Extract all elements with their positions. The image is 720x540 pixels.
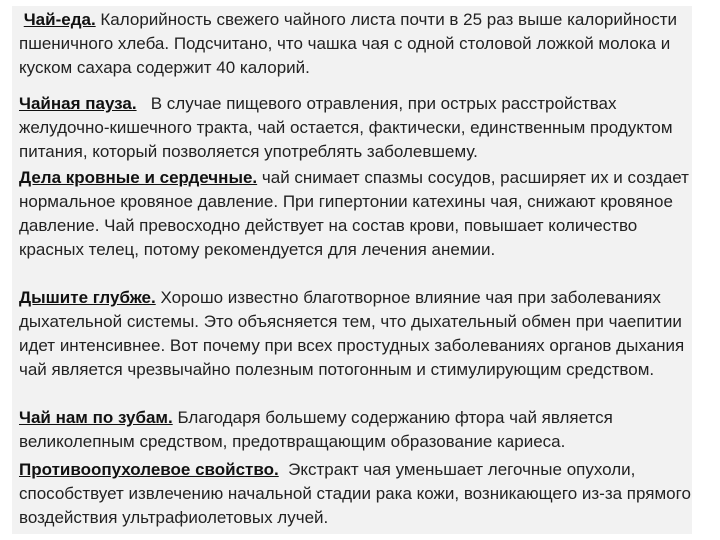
paragraph-tea-pause [19,92,691,164]
paragraph-antitumor [19,458,691,530]
paragraph-body: В случае пищевого отравления, при острых расстройствах желудочно-кишечного тракта, чай остается, фактически, единственным продуктом питания, который позволяется употреблять заболевшему. [19,94,673,161]
paragraph-body: Калорийность свежего чайного листа почти в 25 раз выше калорийности пшеничного хлеба. Подсчитано, что чашка чая с одной столовой ложкой молока и куском сахара содержит 40 калорий. [19,10,678,77]
paragraph-heading: Чайная пауза. [19,94,137,113]
paragraph-body: чай снимает спазмы сосудов, расширяет их и создает нормальное кровяное давление. При гипертонии катехины чая, снижают кровяное давление. Чай превосходно действует на состав крови, повышает количество красных телец, потому рекомендуется для лечения анемии. [19,168,689,259]
text-card [12,6,692,534]
paragraph-heading: Дела кровные и сердечные. [19,168,258,187]
paragraph-heading: Чай-еда. [23,10,96,29]
paragraph-heading: Противоопухолевое свойство. [19,460,279,479]
paragraph-heading: Дышите глубже. [19,288,156,307]
paragraph-blood-heart [19,166,691,262]
paragraph-body: Благодаря большему содержанию фтора чай является великолепным средством, предотвращающим образование кариеса. [19,408,613,451]
paragraph-body: Хорошо известно благотворное влияние чая при заболеваниях дыхательной системы. Это объясняется тем, что дыхательный обмен при чаепитии идет интенсивнее. Вот почему при всех простудных заболеваниях органов дыхания чай является чрезвычайно полезным потогонным и стимулирующим средством. [19,288,685,379]
paragraph-tea-food [19,8,691,80]
paragraph-body: Экстракт чая уменьшает легочные опухоли, способствует извлечению начальной стадии рака кожи, возникающего из-за прямого воздействия ультрафиолетовых лучей. [19,460,691,527]
paragraph-tea-teeth [19,406,691,454]
paragraph-breathe-deeper [19,286,691,382]
paragraph-heading: Чай нам по зубам. [19,408,173,427]
